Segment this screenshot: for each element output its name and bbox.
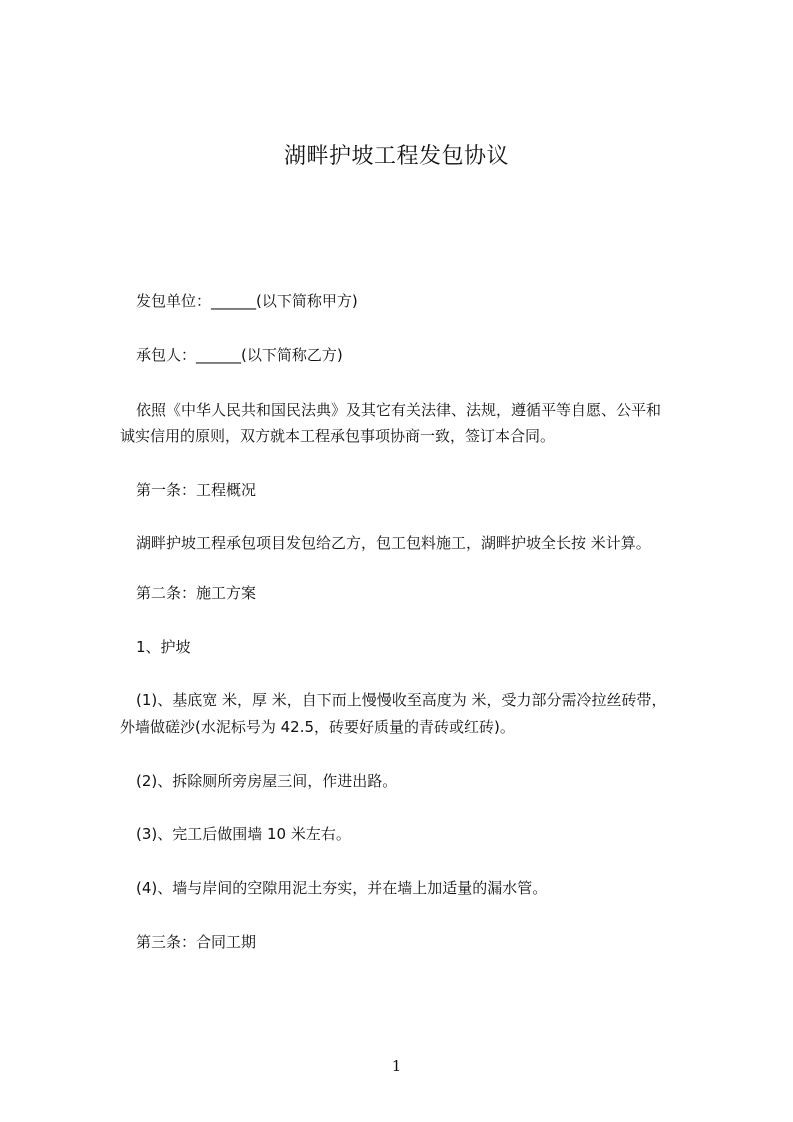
article-1-text: 湖畔护坡工程承包项目发包给乙方，包工包料施工，湖畔护坡全长按 米计算。 bbox=[136, 534, 651, 552]
item-1-sub-3: (3)、完工后做围墙 10 米左右。 bbox=[136, 825, 351, 843]
item-1-sub-1-line-2: 外墙做磋沙(水泥标号为 42.5，砖要好质量的青砖或红砖)。 bbox=[120, 718, 515, 736]
item-1-sub-2: (2)、拆除厕所旁房屋三间，作进出路。 bbox=[136, 772, 398, 790]
article-1-heading: 第一条：工程概况 bbox=[136, 481, 257, 499]
party-b-line: 承包人：______(以下简称乙方) bbox=[136, 346, 343, 364]
document-title: 湖畔护坡工程发包协议 bbox=[283, 144, 509, 169]
article-2-heading: 第二条：施工方案 bbox=[136, 584, 257, 602]
preamble-line-1: 依照《中华人民共和国民法典》及其它有关法律、法规，遵循平等自愿、公平和 bbox=[136, 401, 662, 419]
page-number: 1 bbox=[391, 1057, 402, 1075]
item-1-sub-4: (4)、墙与岸间的空隙用泥土夯实，并在墙上加适量的漏水管。 bbox=[136, 879, 548, 897]
item-1-sub-1-line-1: (1)、基底宽 米，厚 米，自下而上慢慢收至高度为 米，受力部分需冷拉丝砖带， bbox=[136, 691, 667, 709]
party-a-line: 发包单位：______(以下简称甲方) bbox=[136, 292, 358, 310]
preamble-line-2: 诚实信用的原则，双方就本工程承包事项协商一致，签订本合同。 bbox=[120, 427, 556, 445]
item-1-heading: 1、护坡 bbox=[136, 638, 191, 656]
article-3-heading: 第三条：合同工期 bbox=[136, 933, 257, 951]
